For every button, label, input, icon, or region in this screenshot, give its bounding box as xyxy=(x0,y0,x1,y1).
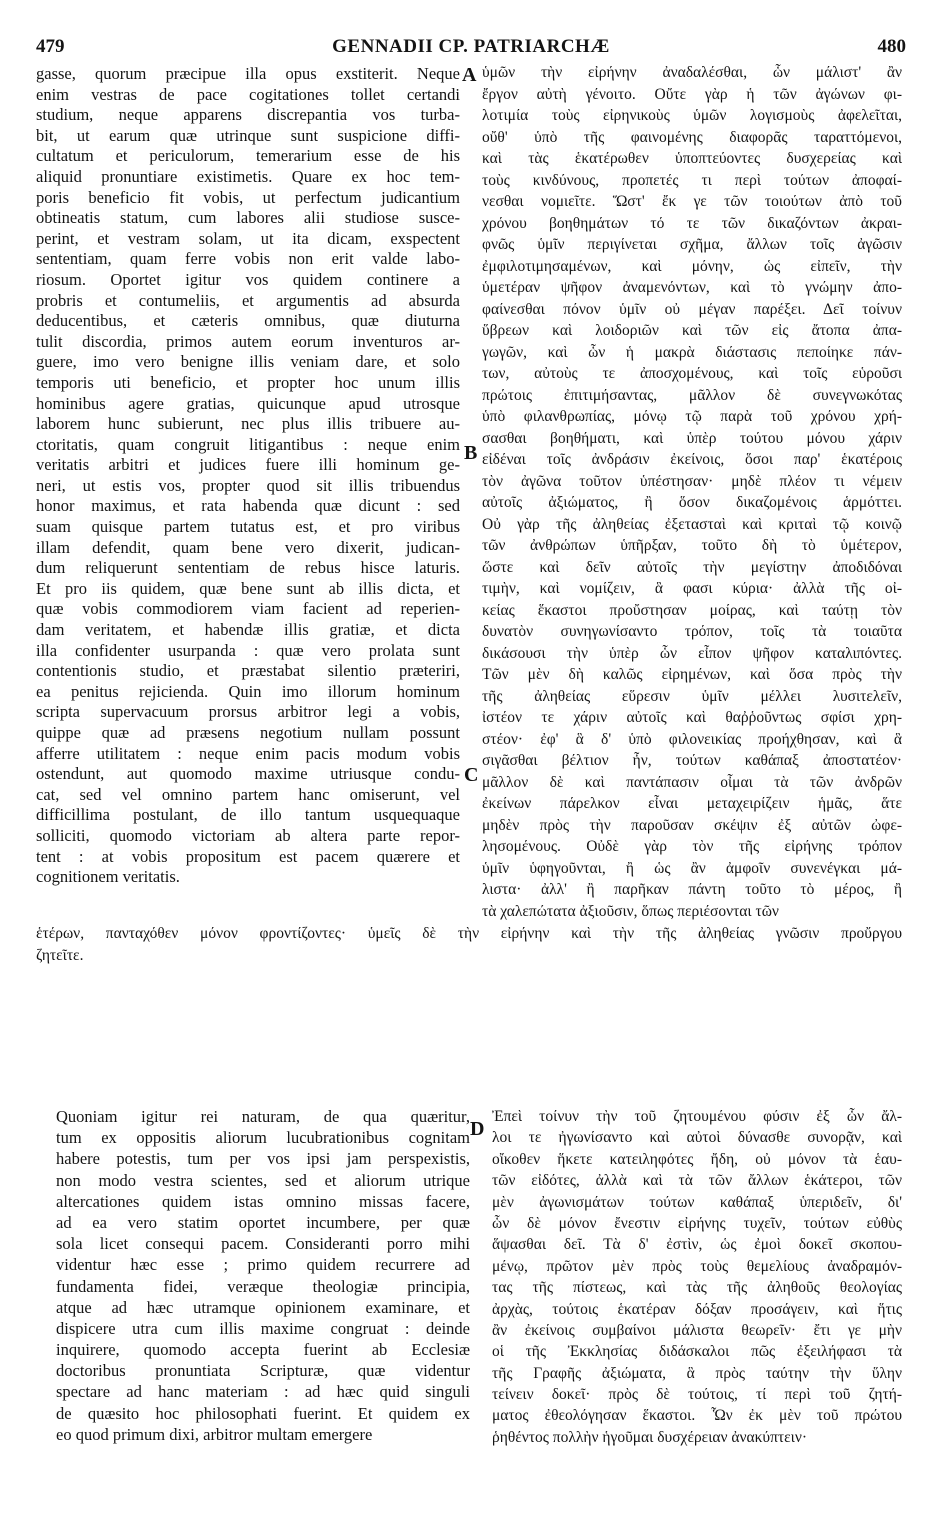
greek-text-line: οὔθ' ὑπὸ τῆς φαινομένης διαφορᾶς ταραττόμενοι, xyxy=(482,128,902,146)
latin-text-line: enim vestras de pace cogitationes tollet certandi xyxy=(36,84,460,104)
greek-text-line: τῶν ἀνθρώπων ὑπῆρξαν, τοῦτο δὴ τὸ ὑμέτερον, xyxy=(482,537,902,554)
greek-text-line: λιστα· ἀλλ' ἢ παρῆκαν πάντη τοῦτο τὸ μέρος, ἢ xyxy=(482,881,902,898)
latin-text-line: ad ea vero statim oportet incumbere, per quæ xyxy=(56,1212,470,1232)
latin-text-line: honor maximus, et rata habenda quæ dicunt : sed xyxy=(36,496,460,516)
latin-text-line: probris et contumeliis, et argumentis ad absurda xyxy=(36,290,460,310)
latin-text-line: spectare ad hanc materiam : ad hæc quid singuli xyxy=(56,1382,470,1402)
greek-text-line: σασθαι βοηθήματι, καὶ ὑπὲρ τούτου μόνου χάριν xyxy=(482,429,902,447)
greek-text-line: τὸν ἀγῶνα τοῦτον ὑπέστησαν· μηδὲ πλέον τι νέμειν xyxy=(482,472,902,490)
greek-text-line: μᾶλλον δὲ καὶ παντάπασιν οἶμαι τὰ τῶν ἀνδρῶν xyxy=(482,773,902,791)
latin-text-line: atque ad hæc utramque opinionem examinare, et xyxy=(56,1297,470,1317)
latin-column-bottom xyxy=(56,1106,470,1445)
latin-text-line: scripta supervacuum prorsus arbitror legi a vobis, xyxy=(36,702,460,722)
greek-text-line: λησομένους. Οὐδὲ γὰρ τὸν τῆς εἰρήνης τρόπον xyxy=(482,838,902,855)
greek-text-line: ῥηθέντος πολλὴν ἡγοῦμαι δυσχέρειαν ἀνακύπτειν· xyxy=(492,1428,808,1446)
latin-text-line: quippe quæ ad præsens negotium nullam possunt xyxy=(36,723,460,742)
latin-text-line: habere potestis, tum per vos ipsi jam perspexistis, xyxy=(56,1149,470,1169)
greek-text-line: ἐκείνων πάρελκον εἶναι μεταχειρίζειν ἡμᾶς, ἅτε xyxy=(482,795,902,812)
greek-text-line: μηδὲν πρὸς τὴν παροῦσαν σκέψιν ἐξ αὐτῶν ὠφε- xyxy=(482,816,902,834)
greek-column-bottom xyxy=(492,1106,902,1448)
latin-text-line: tulit discordia, primos autem eorum inventuros ar- xyxy=(36,331,460,351)
latin-text-line: ctoritatis, quam congruit litigantibus : neque enim xyxy=(36,434,460,454)
latin-text-line: altercationes quidem istas omnino missas facere, xyxy=(56,1191,470,1211)
greek-text-line: πρώτοις ἐπιτιμήσαντας, μᾶλλον δὲ συνεγνωκότας xyxy=(482,386,902,404)
greek-full-width-lines xyxy=(36,923,902,967)
latin-text-line: tent : at vobis propositum est pacem quærere et xyxy=(36,846,460,866)
latin-text-line: non modo vestra scientes, sed et aliorum utrique xyxy=(56,1170,470,1190)
greek-text-line: δυνατὸν συνηγωνίσαντο τρόπον, τοῖς τὰ τοιαῦτα xyxy=(482,623,902,640)
greek-text-line: λοτιμία τοὺς εἰρηνικοὺς ὑμῶν λογισμοὺς ἀφελεῖται, xyxy=(482,107,902,124)
greek-text-line: Τῶν μὲν δὴ καλῶς εἰρημένων, καὶ ὅσα πρὸς τὴν xyxy=(482,666,902,683)
greek-text-line: τῆς ἀληθείας εὕρεσιν ὑμῖν μέλλει λυσιτελεῖν, xyxy=(482,687,902,705)
greek-text-line: ὑμῖν ὑφηγοῦνται, ἢ ὡς ἂν ἀμφοῖν συνενέγκαι μά- xyxy=(482,859,902,877)
greek-text-line: οἱ τῆς Ἐκκλησίας διδάσκαλοι πῶς ἐξειλήφασι τὰ xyxy=(492,1343,902,1361)
section-marker-c: C xyxy=(464,764,479,786)
greek-text-line: γωγῶν, καὶ ὧν ἡ μακρὰ διάστασις πεποίηκε πάν- xyxy=(482,343,902,361)
section-marker-b: B xyxy=(464,442,478,464)
greek-text-line: τείνειν δοκεῖ· πρὸς δὲ τούτοις, τί περὶ τοῦ ζητή- xyxy=(492,1386,902,1404)
latin-text-line: perint, et vestram solam, ut ita dicam, exspectent xyxy=(36,228,460,248)
latin-text-line: ea penitus rejicienda. Quin imo illorum hominum xyxy=(36,681,460,701)
latin-column-top xyxy=(36,64,460,888)
greek-text-line: καὶ τὰς ἑκατέρωθεν ὑποπτεύοντες δυσχερείας καὶ xyxy=(482,150,902,167)
latin-text-line: sola licet consequi pacem. Consideranti porro mihi xyxy=(56,1234,470,1254)
latin-text-line: veritatis arbitri et judices fuere illi hominum ge- xyxy=(36,455,460,475)
greek-text-line: μὲν ἀγωνισμάτων τούτων καθάπαξ ὑπεριδεῖν, δι' xyxy=(492,1193,902,1211)
greek-text-line: των, αὐτοὺς τε ἀποσχομένους, καὶ τοῖς εὑροῦσι xyxy=(482,365,902,382)
latin-text-line: cognitionem veritatis. xyxy=(36,867,180,887)
latin-text-line: aliquid pronuntiare existimetis. Quare ex hoc tem- xyxy=(36,166,460,186)
greek-text-line: ἂν ἐκείνοις συμβαίνοι μάλιστα θεωρεῖν· ἔτι γε μὴν xyxy=(492,1321,902,1339)
latin-text-line: studium, neque apparens discrepantia vos turba- xyxy=(36,105,460,125)
latin-text-line: inquirere, quomodo accepta fuerint ab Ecclesiæ xyxy=(56,1340,470,1360)
latin-text-line: illa confidenter usurpanda : quæ vero prolata sunt xyxy=(36,640,460,660)
greek-text-line: εἰδέναι τοῖς ἀνδράσιν ἐκείνοις, ὅσοι παρ' ἑκατέροις xyxy=(482,451,902,468)
greek-text-line: ἔργον αὐτὴ γένοιτο. Οὔτε γὰρ ἡ τῶν ἀγώνων φι- xyxy=(482,85,902,103)
greek-text-line: ὑπὸ φιλανθρωπίας, μόνῳ τῷ παρὰ τοῦ χρόνου χρή- xyxy=(482,408,902,425)
greek-text-line: ὕβρεων καὶ λοιδοριῶν καὶ τῶν εἰς ἄτοπα ἀπα- xyxy=(482,322,902,339)
greek-text-line: τὰ χαλεπώτατα ἀξιοῦσιν, ὅπως περιέσονται τῶν xyxy=(482,902,779,920)
latin-text-line: illam defendit, quam bene vero dixerit, judican- xyxy=(36,537,460,557)
latin-text-line: laborem hunc subierunt, nec plus illis tribuere au- xyxy=(36,414,460,434)
latin-text-line: dispicere utra cum illis maxime congruat : deinde xyxy=(56,1318,470,1338)
latin-text-line: suam quisque partem tutatus est, et pro viribus xyxy=(36,517,460,537)
greek-text-line: σιγᾶσθαι βέλτιον ἦν, τούτων καθάπαξ ἀποστατέον· xyxy=(482,752,902,769)
latin-text-line: poris beneficio fit vobis, ut perfectum judicantium xyxy=(36,187,460,207)
latin-text-line: cat, sed vel omnino partem hanc omiserunt, vel xyxy=(36,784,460,804)
greek-text-line: ματος ἐθεολόγησαν ἕκαστοι. Ὧν ἐκ μὲν τοῦ πρώτου xyxy=(492,1407,902,1425)
page-header xyxy=(36,36,906,60)
latin-text-line: bit, ut earum quæ utrinque sunt suspicione diffi- xyxy=(36,125,460,145)
latin-text-line: fundamenta fidei, veræque theologiæ principia, xyxy=(56,1276,470,1296)
greek-text-line: χρόνου βοηθημάτων τό τε τῶν δικαζόντων ἀκραι- xyxy=(482,214,902,232)
latin-text-line: contentionis studio, et præstabat silentio præteriri, xyxy=(36,661,460,681)
greek-text-line: ὧν δὲ μόνον ἔνεστιν εἰρήνης τυχεῖν, τούτων εὐθὺς xyxy=(492,1214,902,1232)
greek-text-line: τοὺς κινδύνους, προπετές τι περὶ τούτων ἀποφαί- xyxy=(482,171,902,189)
section-marker-a: A xyxy=(462,64,477,86)
greek-text-line: μένῳ, πρῶτον μὲν πρὸς τοὺς θεμελίους ἀναδραμόν- xyxy=(492,1257,902,1275)
greek-text-line: ὑμῶν τὴν εἰρήνην ἀναδαλέσθαι, ὧν μάλιστ' ἂν xyxy=(482,64,902,81)
greek-text-line: τῆς Γραφῆς ἀξιώματα, ἃ πρὸς ταύτην τὴν ὕλην xyxy=(492,1364,902,1382)
latin-text-line: afferre utilitatem : neque enim pacis modum vobis xyxy=(36,743,460,763)
latin-text-line: deducentibus, et cæteris omnibus, quæ diuturna xyxy=(36,311,460,331)
greek-text-line: φαίνεσθαι πόνον ὑμῖν οὐ μέγαν παρέξει. Δεῖ τοίνυν xyxy=(482,300,902,318)
latin-text-line: doctoribus pronuntiata Scripturæ, quæ videntur xyxy=(56,1361,470,1381)
greek-text-line: ἀρχὰς, τούτοις ἑκατέραν δόξαν προσάγειν, καὶ ἥτις xyxy=(492,1300,902,1318)
greek-text-line: ὥστε καὶ δεῖν αὐτοῖς τὴν μεγίστην ἀποδιδόναι xyxy=(482,558,902,576)
greek-text-line: Οὐ γὰρ τῆς ἀληθείας ἐξετασταὶ καὶ κριταὶ τῷ κοινῷ xyxy=(482,515,902,533)
greek-text-line: ἰστέον τε χάριν αὐτοῖς καὶ θαῤῥοῦντως σφίσι χρη- xyxy=(482,709,902,726)
latin-text-line: riosum. Oportet igitur vos quidem continere a xyxy=(36,269,460,289)
latin-text-line: gasse, quorum præcipue illa opus exstiterit. Neque xyxy=(36,64,460,83)
greek-text-line: ἐμφιλοτιμησαμένων, καὶ μόνην, ὡς εἰπεῖν, τὴν xyxy=(482,257,902,275)
greek-text-line: Ἐπεὶ τοίνυν τὴν τοῦ ζητουμένου φύσιν ἐξ ὧν ἄλ- xyxy=(492,1108,902,1125)
greek-column-top xyxy=(482,62,902,922)
greek-text-line: φνῶς ὑμῖν περιγίνεται σχῆμα, ἄλλων τοῖς ἀγῶσιν xyxy=(482,236,902,253)
latin-text-line: difficillima postulant, de illo tantum usquequaque xyxy=(36,805,460,825)
greek-text-line: νεσθαι νομιεῖτε. Ὥστ' ἔκ γε τῶν τοιούτων ἀπὸ τοῦ xyxy=(482,193,902,210)
running-title: GENNADII CP. PATRIARCHÆ xyxy=(332,36,610,57)
greek-text-line: λοι τε ἠγωνίσαντο καὶ αὐτοὶ δύνασθε συνορᾷν, καὶ xyxy=(492,1129,902,1147)
latin-text-line: de quæsito hoc philosophati fuerint. Et quidem ex xyxy=(56,1403,470,1423)
latin-text-line: sententiam, quam ferre vobis non erit valde labo- xyxy=(36,249,460,269)
greek-text-line: δικάσουσι τὴν ὑπὲρ ὧν εἶπον ψῆφον καταλιπόντες. xyxy=(482,644,902,662)
latin-text-line: obtineatis statum, cum labores alii studiose susce- xyxy=(36,208,460,228)
latin-text-line: Quoniam igitur rei naturam, de qua quæritur, xyxy=(56,1107,470,1126)
latin-text-line: dam veritatem, et habendæ illis gratiæ, et dicta xyxy=(36,620,460,640)
latin-text-line: eo quod primum dixi, arbitror multam emergere xyxy=(56,1424,373,1444)
greek-text-line: κείας ἕκαστοι προὔστησαν μοίρας, καὶ ταύτῃ τὸν xyxy=(482,601,902,619)
latin-text-line: tum ex oppositis aliorum lucubrationibus cognitam xyxy=(56,1128,470,1148)
greek-text-line: ἅψασθαι δεῖ. Τὰ δ' ἐστὶν, ὡς ἐμοὶ δοκεῖ σκοπου- xyxy=(492,1236,902,1254)
greek-text-line: στέον· ἐφ' ἃ δ' ὑπὸ φιλονεικίας προήχθησαν, καὶ ἃ xyxy=(482,730,902,748)
section-marker-d: D xyxy=(470,1118,485,1140)
greek-text-line: ζητεῖτε. xyxy=(36,947,84,964)
latin-text-line: Et pro iis quidem, quæ bene sunt ab illis dicta, et xyxy=(36,578,460,598)
greek-text-line: ὑμετέραν ψῆφον ἀναμενόντων, καὶ τὸ γνώμην ἀπο- xyxy=(482,279,902,296)
latin-text-line: quæ vobis commodiorem viam facient ad reperien- xyxy=(36,599,460,619)
latin-text-line: dum reliquerunt sententiam de rebus hisce laturis. xyxy=(36,558,460,578)
latin-text-line: videntur hæc esse ; primo quidem recurrere ad xyxy=(56,1255,470,1275)
greek-text-line: τας τῆς πίστεως, καὶ τὰς τῆς ἀληθοῦς θεολογίας xyxy=(492,1279,902,1297)
page-number-right: 480 xyxy=(877,36,906,57)
greek-text-line: τῶν εἰδότες, ἀλλὰ καὶ τὰ τῶν ἄλλων ἑκάτεροι, τῶν xyxy=(492,1172,902,1190)
greek-text-line: αὐτοῖς ἀξιώματος, ἢ ὅσον δικαζομένοις ἁρμόττει. xyxy=(482,494,902,511)
greek-text-line: τιμὴν, καὶ νομίζειν, ἃ φασι κύρια· ἀλλὰ τῆς οἰ- xyxy=(482,580,902,597)
latin-text-line: solliciti, quomodo victoriam ab altera parte repor- xyxy=(36,825,460,845)
latin-text-line: hominibus agere gratias, quicunque apud utrosque xyxy=(36,393,460,413)
latin-text-line: neri, ut estis vos, propter quod sit illis tribuendus xyxy=(36,475,460,495)
greek-text-line: οἴκοθεν ἥκετε κατειληφότες ἤδη, οὐ μόνον τὰ ἑαυ- xyxy=(492,1150,902,1168)
latin-text-line: cultatum et periculorum, temerarium esse de his xyxy=(36,146,460,166)
latin-text-line: guere, imo vero benigne illis veniam dare, et solo xyxy=(36,352,460,372)
page-number-left: 479 xyxy=(36,36,65,57)
latin-text-line: temporis uti beneficio, et propter hoc unum illis xyxy=(36,372,460,392)
greek-text-line: ἑτέρων, πανταχόθεν μόνον φροντίζοντες· ὑμεῖς δὲ τὴν εἰρήνην καὶ τὴν τῆς ἀληθείας γνῶσιν προὔργου xyxy=(36,925,902,942)
latin-text-line: ostendunt, aut quomodo maxime utriusque condu- xyxy=(36,764,460,784)
